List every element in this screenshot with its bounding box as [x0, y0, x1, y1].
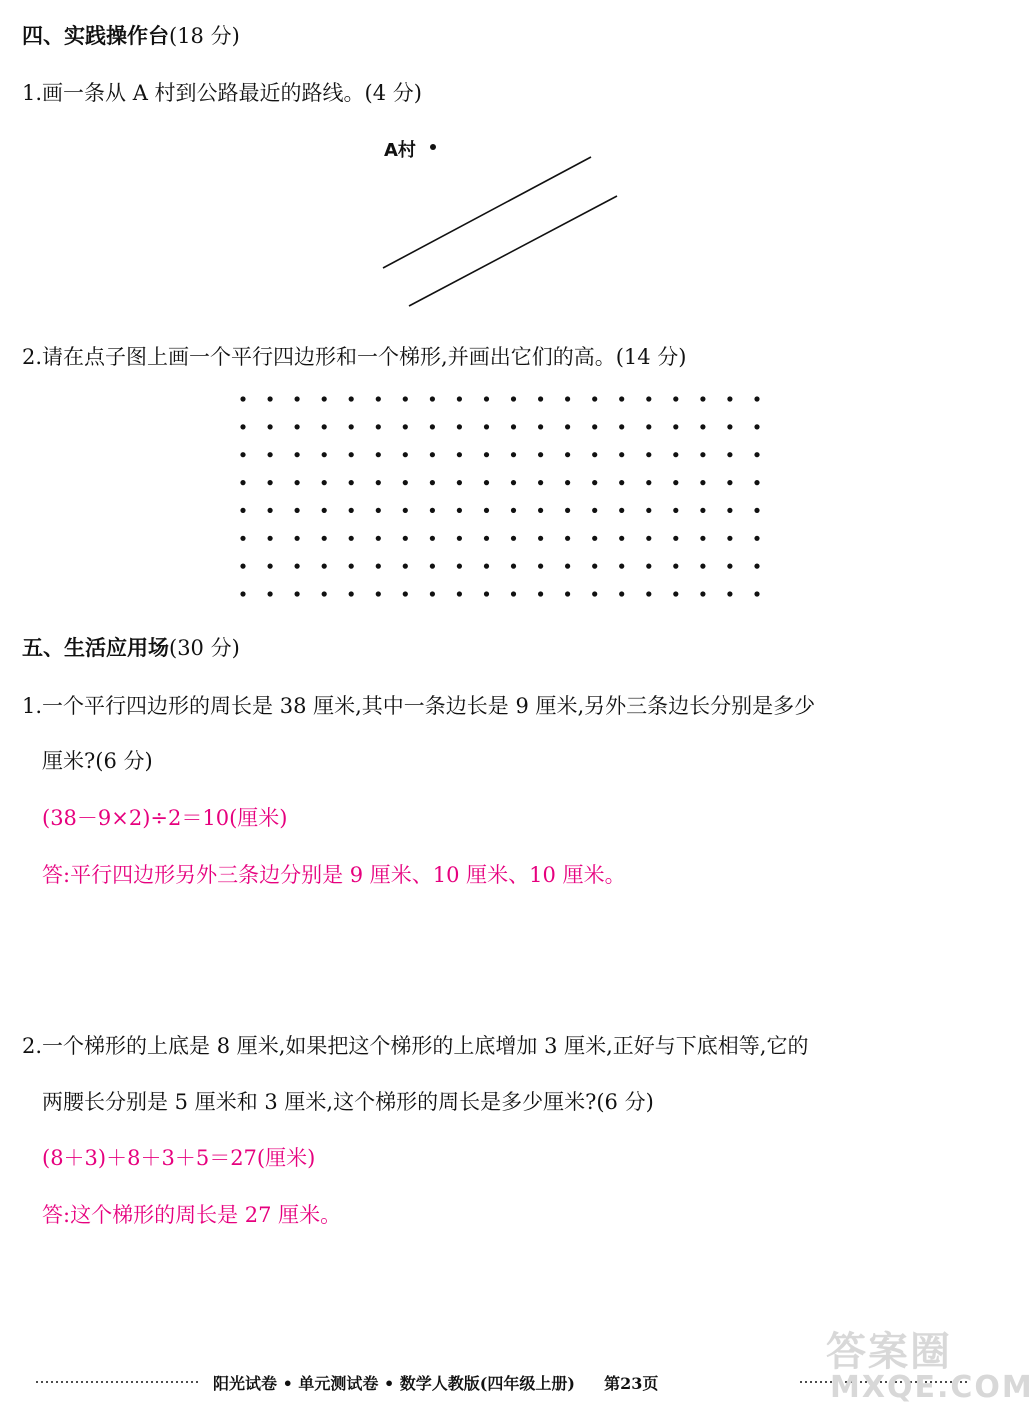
s4-q2-text: 2.请在点子图上画一个平行四边形和一个梯形,并画出它们的高。(14 分) [22, 345, 687, 369]
grid-dot [484, 480, 489, 485]
grid-dot [727, 452, 732, 457]
grid-dot [538, 591, 543, 596]
grid-dot [511, 508, 516, 513]
grid-dot [754, 564, 759, 569]
grid-dot [700, 424, 705, 429]
grid-dot [403, 480, 408, 485]
grid-dot [484, 591, 489, 596]
grid-dot [538, 452, 543, 457]
grid-dot [268, 536, 273, 541]
grid-dot [673, 536, 678, 541]
grid-dot [376, 480, 381, 485]
grid-dot [349, 564, 354, 569]
s5-q2-line1: 2.一个梯形的上底是 8 厘米,如果把这个梯形的上底增加 3 厘米,正好与下底相等,它的 [22, 1034, 809, 1058]
grid-dot [727, 424, 732, 429]
grid-dot [484, 564, 489, 569]
grid-dot [646, 480, 651, 485]
grid-dot [484, 424, 489, 429]
grid-dot [322, 591, 327, 596]
grid-dot [646, 536, 651, 541]
grid-dot [376, 564, 381, 569]
grid-dot [484, 536, 489, 541]
s5-q2-formula: (8＋3)＋8＋3＋5＝27(厘米) [42, 1146, 316, 1170]
grid-dot [295, 480, 300, 485]
grid-dot [673, 396, 678, 401]
grid-dot [673, 424, 678, 429]
grid-dot [619, 424, 624, 429]
section-5-title: 五、生活应用场 [22, 636, 169, 660]
dot-grid[interactable] [240, 396, 759, 596]
grid-dot [240, 452, 245, 457]
grid-dot [376, 591, 381, 596]
grid-dot [403, 396, 408, 401]
s4-q1-text: 1.画一条从 A 村到公路最近的路线。(4 分) [22, 81, 422, 105]
grid-dot [268, 424, 273, 429]
grid-dot [430, 452, 435, 457]
grid-dot [754, 508, 759, 513]
grid-dot [430, 424, 435, 429]
grid-dot [619, 480, 624, 485]
grid-dot [727, 564, 732, 569]
grid-dot [295, 536, 300, 541]
page-footer [213, 1371, 658, 1394]
road-line-lower [409, 196, 617, 306]
village-a-text: A村 [384, 140, 416, 161]
footer-edition: 数学人教版(四年级上册) [399, 1374, 575, 1393]
grid-dot [457, 396, 462, 401]
grid-dot [268, 591, 273, 596]
grid-dot [565, 591, 570, 596]
grid-dot [268, 480, 273, 485]
grid-dot [511, 424, 516, 429]
grid-dot [511, 452, 516, 457]
grid-dot [268, 452, 273, 457]
grid-dot [727, 508, 732, 513]
grid-dot [673, 564, 678, 569]
grid-dot [538, 424, 543, 429]
grid-dot [403, 424, 408, 429]
grid-dot [511, 564, 516, 569]
grid-dot [700, 452, 705, 457]
grid-dot [376, 424, 381, 429]
grid-dot [430, 396, 435, 401]
grid-dot [754, 480, 759, 485]
grid-dot [457, 564, 462, 569]
grid-dot [403, 564, 408, 569]
section-4-points: (18 分) [169, 24, 240, 48]
grid-dot [403, 591, 408, 596]
grid-dot [565, 424, 570, 429]
grid-dot [619, 564, 624, 569]
grid-dot [376, 452, 381, 457]
grid-dot [511, 396, 516, 401]
grid-dot [538, 564, 543, 569]
grid-dot [295, 508, 300, 513]
grid-dot [430, 564, 435, 569]
s5-q1-line2: 厘米?(6 分) [42, 749, 153, 773]
grid-dot [457, 536, 462, 541]
grid-dot [430, 480, 435, 485]
grid-dot [484, 452, 489, 457]
grid-dot [240, 591, 245, 596]
grid-dot [322, 536, 327, 541]
grid-dot [565, 508, 570, 513]
grid-dot [349, 396, 354, 401]
grid-dot [592, 396, 597, 401]
section-5-points: (30 分) [169, 636, 240, 660]
grid-dot [457, 591, 462, 596]
grid-dot [565, 536, 570, 541]
grid-dot [673, 480, 678, 485]
grid-dot [592, 480, 597, 485]
grid-dot [376, 396, 381, 401]
grid-dot [349, 591, 354, 596]
grid-dot [619, 508, 624, 513]
grid-dot [240, 564, 245, 569]
grid-dot [619, 452, 624, 457]
grid-dot [430, 508, 435, 513]
grid-dot [538, 396, 543, 401]
grid-dot [295, 396, 300, 401]
grid-dot [322, 424, 327, 429]
grid-dot [322, 564, 327, 569]
grid-dot [646, 591, 651, 596]
grid-dot [430, 591, 435, 596]
grid-dot [646, 452, 651, 457]
grid-dot [349, 480, 354, 485]
section-5-heading [22, 632, 240, 662]
footer-sep-2: • [383, 1374, 400, 1393]
grid-dot [511, 480, 516, 485]
grid-dot [511, 591, 516, 596]
s5-q2-answer: 答:这个梯形的周长是 27 厘米。 [42, 1203, 342, 1227]
grid-dot [240, 424, 245, 429]
grid-dot [295, 424, 300, 429]
grid-dot [592, 536, 597, 541]
grid-dot [349, 536, 354, 541]
grid-dot [565, 564, 570, 569]
grid-dot [322, 452, 327, 457]
grid-dot [322, 480, 327, 485]
grid-dot [457, 508, 462, 513]
grid-dot [240, 536, 245, 541]
grid-dot [538, 480, 543, 485]
grid-dot [349, 452, 354, 457]
footer-series: 阳光试卷 [213, 1374, 278, 1393]
footer-page-number: 第23页 [604, 1374, 659, 1393]
grid-dot [268, 564, 273, 569]
grid-dot [754, 452, 759, 457]
grid-dot [673, 508, 678, 513]
watermark-logo: 答案圈 [826, 1329, 952, 1375]
grid-dot [700, 536, 705, 541]
grid-dot [727, 480, 732, 485]
grid-dot [240, 396, 245, 401]
grid-dot [349, 508, 354, 513]
grid-dot [754, 424, 759, 429]
grid-dot [673, 591, 678, 596]
grid-dot [268, 396, 273, 401]
grid-dot [538, 536, 543, 541]
grid-dot [484, 396, 489, 401]
grid-dot [565, 396, 570, 401]
grid-dot [430, 536, 435, 541]
grid-dot [295, 452, 300, 457]
grid-dot [754, 536, 759, 541]
grid-dot [619, 536, 624, 541]
watermark-site: MXQE.COM [830, 1370, 1034, 1405]
footer-unit: 单元测试卷 [298, 1374, 379, 1393]
grid-dot [565, 452, 570, 457]
grid-dot [484, 508, 489, 513]
footer-sep-1: • [282, 1374, 299, 1393]
grid-dot [700, 591, 705, 596]
grid-dot [646, 508, 651, 513]
grid-dot [538, 508, 543, 513]
grid-dot [376, 508, 381, 513]
grid-dot [646, 396, 651, 401]
grid-dot [457, 480, 462, 485]
grid-dot [619, 591, 624, 596]
grid-dot [646, 564, 651, 569]
grid-dot [700, 564, 705, 569]
grid-dot [592, 564, 597, 569]
grid-dot [403, 508, 408, 513]
s5-q1-line1: 1.一个平行四边形的周长是 38 厘米,其中一条边长是 9 厘米,另外三条边长分别是多少 [22, 694, 816, 718]
grid-dot [322, 396, 327, 401]
grid-dot [457, 452, 462, 457]
grid-dot [457, 424, 462, 429]
grid-dot [727, 591, 732, 596]
grid-dot [511, 536, 516, 541]
grid-dot [646, 424, 651, 429]
village-a-point [430, 144, 436, 150]
grid-dot [727, 536, 732, 541]
grid-dot [592, 452, 597, 457]
grid-dot [727, 396, 732, 401]
grid-dot [240, 508, 245, 513]
s5-q2-line2: 两腰长分别是 5 厘米和 3 厘米,这个梯形的周长是多少厘米?(6 分) [42, 1090, 654, 1114]
grid-dot [565, 480, 570, 485]
s5-q1-answer: 答:平行四边形另外三条边分别是 9 厘米、10 厘米、10 厘米。 [42, 863, 626, 887]
grid-dot [403, 536, 408, 541]
grid-dot [700, 508, 705, 513]
grid-dot [376, 536, 381, 541]
grid-dot [240, 480, 245, 485]
grid-dot [700, 396, 705, 401]
grid-dot [295, 564, 300, 569]
grid-dot [673, 452, 678, 457]
grid-dot [295, 591, 300, 596]
grid-dot [592, 424, 597, 429]
road-line-upper [383, 157, 591, 268]
grid-dot [592, 508, 597, 513]
grid-dot [403, 452, 408, 457]
grid-dot [754, 591, 759, 596]
grid-dot [268, 508, 273, 513]
grid-dot [349, 424, 354, 429]
section-4-title: 四、实践操作台 [22, 24, 169, 48]
grid-dot [700, 480, 705, 485]
grid-dot [322, 508, 327, 513]
grid-dot [592, 591, 597, 596]
grid-dot [754, 396, 759, 401]
grid-dot [619, 396, 624, 401]
s5-q1-formula: (38－9×2)÷2＝10(厘米) [42, 806, 288, 830]
